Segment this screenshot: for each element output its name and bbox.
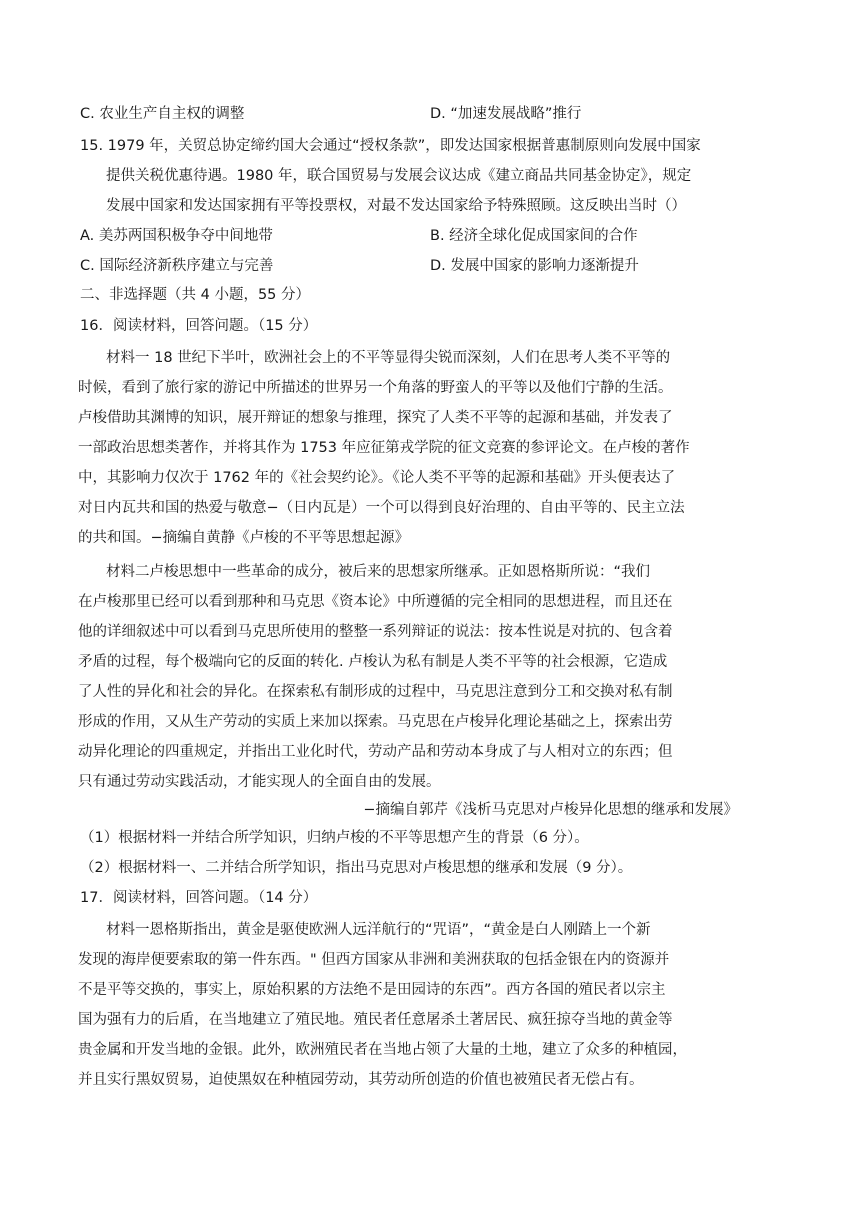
q16-material2-line: 形成的作用，又从生产劳动的实质上来加以探索。马克思在卢梭异化理论基础之上，探索出劳: [78, 714, 673, 730]
q17-material1-line: 并且实行黑奴贸易，迫使黑奴在种植园劳动，其劳动所创造的价值也被殖民者无偿占有。: [78, 1072, 644, 1088]
q16-material2-line: 只有通过劳动实践活动，才能实现人的全面自由的发展。: [78, 774, 441, 790]
q16-material2-line: 在卢梭那里已经可以看到那种和马克思《资本论》中所遵循的完全相同的思想进程，而且还在: [78, 594, 673, 610]
q15-option-c: C. 国际经济新秩序建立与完善: [80, 258, 274, 274]
q16-subquestion-2: （2）根据材料一、二并结合所学知识，指出马克思对卢梭思想的继承和发展（9 分）。: [80, 860, 633, 876]
q17-material1-line: 不是平等交换的，事实上，原始积累的方法绝不是田园诗的东西”。西方各国的殖民者以宗主: [78, 982, 666, 998]
q16-material1-line: 时候，看到了旅行家的游记中所描述的世界另一个角落的野蛮人的平等以及他们宁静的生活。: [78, 380, 673, 396]
q17-material1-line: 国为强有力的后盾，在当地建立了殖民地。殖民者任意屠杀土著居民、疯狂掠夺当地的黄金等: [78, 1012, 673, 1028]
q16-title: 16．阅读材料，回答问题。（15 分）: [80, 318, 318, 334]
q16-material1-line: 的共和国。−摘编自黄静《卢梭的不平等思想起源》: [78, 530, 410, 546]
q16-material1-line: 卢梭借助其渊博的知识，展开辩证的想象与推理，探究了人类不平等的起源和基础，并发表了: [78, 410, 673, 426]
q17-material1-line: 材料一恩格斯指出，黄金是驱使欧洲人远洋航行的“咒语”，“黄金是白人刚踏上一个新: [106, 922, 651, 938]
q15-stem-line: 提供关税优惠待遇。1980 年，联合国贸易与发展会议达成《建立商品共同基金协定》，规定: [106, 168, 692, 184]
q16-material2-source: −摘编自郭芹《浅析马克思对卢梭异化思想的继承和发展》: [363, 802, 738, 818]
q16-material2-line: 了人性的异化和社会的异化。在探索私有制形成的过程中，马克思注意到分工和交换对私有制: [78, 684, 673, 700]
q16-material2-line: 矛盾的过程，每个极端向它的反面的转化. 卢梭认为私有制是人类不平等的社会根源，它造成: [78, 654, 668, 670]
q16-material1-line: 对日内瓦共和国的热爱与敬意−（日内瓦是）一个可以得到良好治理的、自由平等的、民主立法: [78, 500, 685, 516]
q16-material1-line: 材料一 18 世纪下半叶，欧洲社会上的不平等显得尖锐而深刻，人们在思考人类不平等的: [106, 350, 671, 366]
q15-stem-line: 发展中国家和发达国家拥有平等投票权，对最不发达国家给予特殊照顾。这反映出当时（）: [106, 198, 686, 214]
q17-material1-line: 贵金属和开发当地的金银。此外，欧洲殖民者在当地占领了大量的土地，建立了众多的种植园，: [78, 1042, 687, 1058]
q16-material1-line: 中，其影响力仅次于 1762 年的《社会契约论》。《论人类不平等的起源和基础》开头便表达了: [78, 470, 676, 486]
q16-material1-line: 一部政治思想类著作，并将其作为 1753 年应征第戎学院的征文竞赛的参评论文。在卢梭的著作: [78, 440, 690, 456]
q16-material2-line: 他的详细叙述中可以看到马克思所使用的整整一系列辩证的说法：按本性说是对抗的、包含着: [78, 624, 673, 640]
q16-material2-line: 动异化理论的四重规定，并指出工业化时代，劳动产品和劳动本身成了与人相对立的东西；但: [78, 744, 673, 760]
q16-material2-line: 材料二卢梭思想中一些革命的成分，被后来的思想家所继承。正如恩格斯所说：“我们: [106, 564, 651, 580]
q16-subquestion-1: （1）根据材料一并结合所学知识，归纳卢梭的不平等思想产生的背景（6 分）。: [80, 830, 589, 846]
q15-option-d: D. 发展中国家的影响力逐渐提升: [430, 258, 639, 274]
section-heading: 二、非选择题（共 4 小题，55 分）: [80, 287, 311, 303]
q14-option-d: D. “加速发展战略”推行: [430, 106, 582, 122]
q15-option-b: B. 经济全球化促成国家间的合作: [430, 228, 638, 244]
q15-stem-line: 15. 1979 年，关贸总协定缔约国大会通过“授权条款”，即发达国家根据普惠制原则向发展中国家: [80, 138, 701, 154]
q17-material1-line: 发现的海岸便要索取的第一件东西。" 但西方国家从非洲和美洲获取的包括金银在内的资源并: [78, 952, 670, 968]
q15-option-a: A. 美苏两国积极争夺中间地带: [80, 228, 273, 244]
q14-option-c: C. 农业生产自主权的调整: [80, 106, 245, 122]
q17-title: 17．阅读材料，回答问题。（14 分）: [80, 890, 318, 906]
